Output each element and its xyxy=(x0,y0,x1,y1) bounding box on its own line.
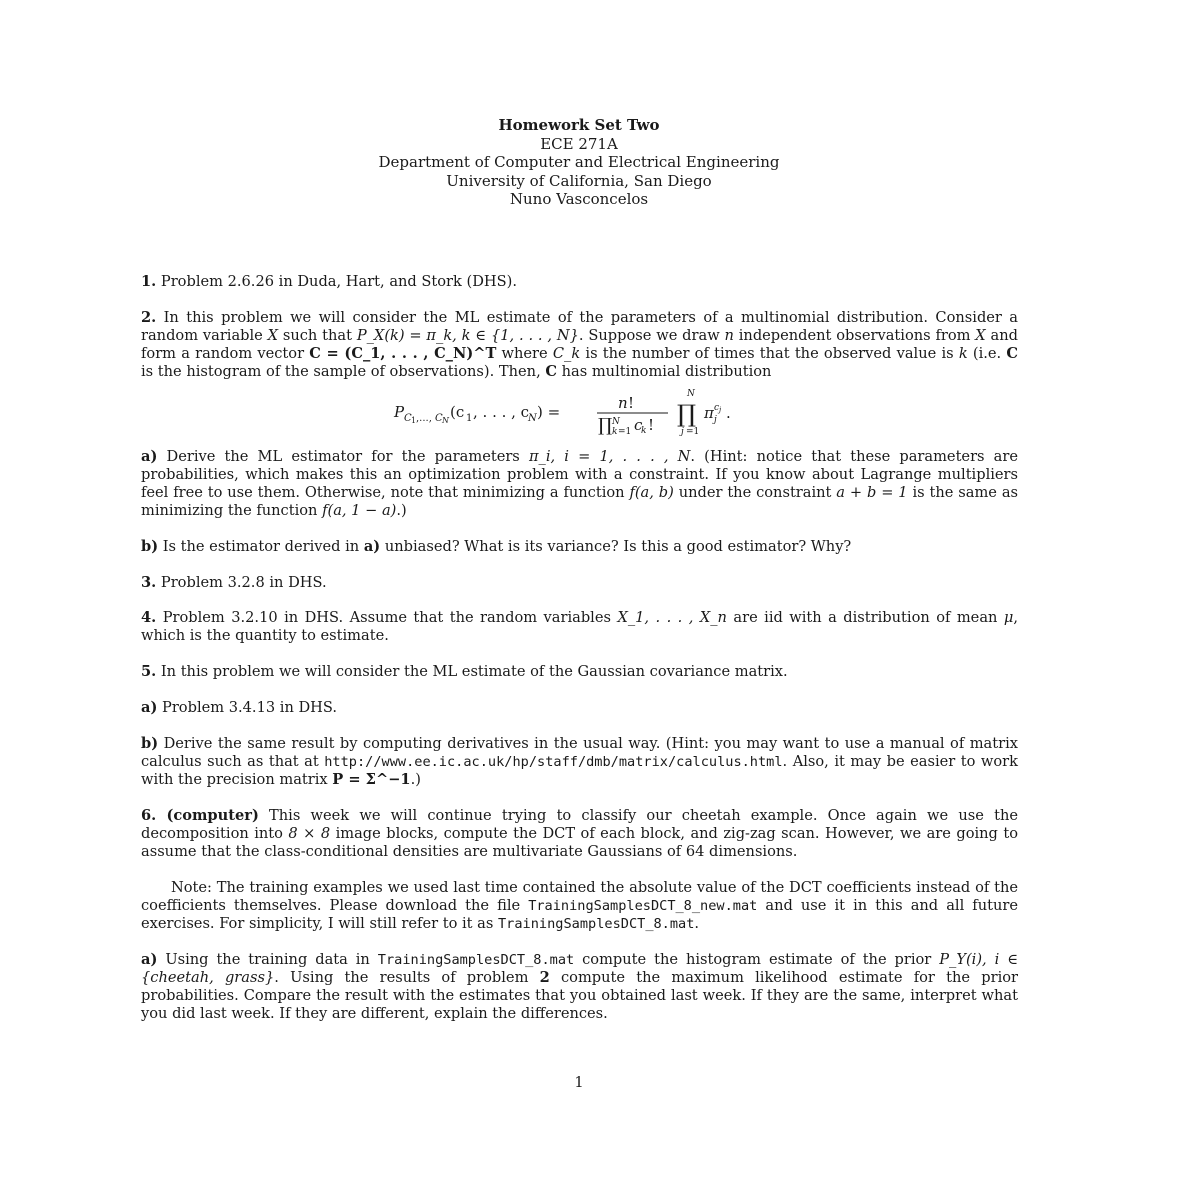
problem-text: Problem 3.2.8 in DHS. xyxy=(160,573,327,591)
svg-text:1: 1 xyxy=(465,412,472,424)
svg-text:k: k xyxy=(611,426,617,437)
problem-number: 3. xyxy=(141,573,157,591)
text: This week we will continue trying to classify our cheetah example. Once again we use the decomposition into xyxy=(141,806,1019,842)
part-label: b) xyxy=(141,734,159,752)
math-inline: X_1, . . . , X_n xyxy=(617,609,727,627)
problem-2 xyxy=(141,309,1018,382)
svg-text:P: P xyxy=(393,402,404,421)
math-inline: f(a, b) xyxy=(629,483,674,501)
svg-text:j: j xyxy=(713,414,717,425)
multinomial-equation xyxy=(141,386,1018,438)
text: and use it in this and all future exercises. For simplicity, I will still refer to it as xyxy=(141,896,1018,933)
math-inline: C = (C_1, . . . , C_N)^T xyxy=(309,345,497,363)
document-body xyxy=(141,273,1018,1041)
text: Note: The training examples we used last time contained the absolute value of the DCT coefficients instead of the coefficients themselves. Please download the file xyxy=(141,878,1018,914)
problem-number: 5. xyxy=(141,663,157,681)
text: is the number of times that the observed value is xyxy=(580,345,959,363)
text: .) xyxy=(396,502,407,520)
instructor: Nuno Vasconcelos xyxy=(509,190,649,208)
problem-4 xyxy=(141,609,1018,645)
problem-6a xyxy=(141,951,1018,1024)
header xyxy=(0,116,1158,209)
svg-text:!: ! xyxy=(627,393,634,412)
text: . xyxy=(694,915,700,933)
math-inline: X xyxy=(975,326,986,344)
math-inline: f(a, 1 − a) xyxy=(322,502,397,520)
text: , which is the quantity to estimate. xyxy=(141,609,1019,645)
svg-text:∏: ∏ xyxy=(676,399,696,428)
text: such that xyxy=(278,326,357,344)
problem-number: 2. xyxy=(141,308,157,326)
text: . Also, it may be easier to work with the precision matrix xyxy=(141,752,1018,788)
math-inline: C xyxy=(545,363,557,381)
svg-text:N: N xyxy=(686,388,695,399)
text: Problem 3.2.10 in DHS. Assume that the random variables xyxy=(162,609,618,627)
svg-text:,...,: ,..., xyxy=(415,412,432,424)
text: Is the estimator derived in xyxy=(162,537,364,555)
svg-text:.: . xyxy=(725,403,731,422)
text: is the histogram of the sample of observations). Then, xyxy=(141,363,546,381)
text: is the same as minimizing the function xyxy=(141,483,1019,520)
problem-1 xyxy=(141,273,1018,291)
text: compute the maximum likelihood estimate for the prior probabilities. Compare the result with the estimates that you obtained last week. If they are the same, interpret what you did last week. If they are different, explain the differences. xyxy=(141,969,1018,1023)
math-inline: P = Σ^−1 xyxy=(332,770,411,788)
problem-2a xyxy=(141,448,1018,521)
text: (i.e. xyxy=(967,345,1007,363)
problem-number: 4. xyxy=(141,609,157,627)
math-inline: C_k xyxy=(552,345,581,363)
svg-text:j: j xyxy=(680,426,684,437)
svg-text:(c: (c xyxy=(449,402,464,421)
svg-text:C: C xyxy=(403,412,412,424)
problem-number: 1. xyxy=(141,273,157,290)
computer-tag: (computer) xyxy=(166,806,259,824)
math-inline: X xyxy=(267,326,279,344)
svg-text:N: N xyxy=(441,415,449,425)
text: Derive the ML estimator for the parameters xyxy=(166,447,529,465)
part-label: a) xyxy=(141,950,158,968)
text: compute the histogram estimate of the prior xyxy=(574,950,940,968)
problem-2b xyxy=(141,538,1018,556)
course-code: ECE 271A xyxy=(540,134,618,153)
svg-text:=1: =1 xyxy=(617,426,631,437)
math-inline: P_Y(i), i ∈ {cheetah, grass} xyxy=(141,950,1019,987)
text: a) xyxy=(363,537,381,555)
text: . Using the results of problem xyxy=(274,969,540,987)
svg-text:π: π xyxy=(703,403,714,422)
text: In this problem we will consider the ML estimate of the parameters of a multinomial distribution. Consider a random variable xyxy=(141,308,1019,344)
text: 2 xyxy=(539,969,550,987)
problem-text: Problem 2.6.26 in Duda, Hart, and Stork (DHS). xyxy=(160,273,517,290)
svg-text:k: k xyxy=(640,425,646,436)
svg-text:c: c xyxy=(713,402,719,413)
text: Derive the same result by computing derivatives in the usual way. (Hint: you may want to use a manual of matrix calculus such as that at xyxy=(141,734,1018,770)
svg-text:, . . . , c: , . . . , c xyxy=(472,402,529,421)
math-inline: P_X(k) = π_k, k ∈ {1, . . . , N} xyxy=(356,326,579,344)
text: where xyxy=(496,345,553,363)
problem-5 xyxy=(141,663,1018,681)
svg-text:n: n xyxy=(617,393,628,412)
department: Department of Computer and Electrical Engineering xyxy=(378,153,780,171)
text: independent observations from xyxy=(733,326,976,344)
text: has multinomial distribution xyxy=(556,363,772,381)
page-number: 1 xyxy=(574,1074,584,1091)
math-inline: π_i, i = 1, . . . , N xyxy=(528,447,691,465)
svg-text:!: ! xyxy=(647,415,654,434)
problem-text: In this problem we will consider the ML estimate of the Gaussian covariance matrix. xyxy=(160,663,788,681)
problem-text: Problem 3.4.13 in DHS. xyxy=(162,698,338,716)
math-inline: C xyxy=(1006,345,1018,363)
text: . (Hint: notice that these parameters are probabilities, which makes this an optimization problem with a constraint. If you know about Lagrange multipliers feel free to use them. Otherwise, note that minimizing a function xyxy=(141,447,1018,501)
svg-text:=1: =1 xyxy=(685,426,699,437)
svg-text:1: 1 xyxy=(410,415,416,425)
svg-text:) =: ) = xyxy=(536,402,560,421)
svg-text:N: N xyxy=(611,416,620,427)
problem-5a xyxy=(141,699,1018,717)
text: unbiased? What is its variance? Is this a good estimator? Why? xyxy=(380,537,852,555)
svg-text:N: N xyxy=(527,412,537,424)
svg-text:j: j xyxy=(718,405,721,414)
text: and form a random vector xyxy=(141,326,1018,363)
text: Using the training data in xyxy=(165,950,378,968)
filename: TrainingSamplesDCT_8_new.mat xyxy=(528,897,758,914)
problem-number: 6. xyxy=(141,806,157,824)
university: University of California, San Diego xyxy=(446,171,712,190)
page-title: Homework Set Two xyxy=(498,116,660,134)
text: under the constraint xyxy=(673,483,837,501)
math-inline: k xyxy=(958,345,968,363)
problem-6-note xyxy=(141,879,1018,934)
part-label: a) xyxy=(141,698,158,716)
problem-5b xyxy=(141,735,1018,790)
text: are iid with a distribution of mean xyxy=(726,609,1004,627)
svg-text:C: C xyxy=(434,412,443,424)
text: .) xyxy=(410,770,421,788)
text: . Suppose we draw xyxy=(578,326,725,344)
problem-6 xyxy=(141,807,1018,862)
math-inline: n xyxy=(724,326,734,344)
calculus-link[interactable]: http://www.ee.ic.ac.uk/hp/staff/dmb/matrix/calculus.html xyxy=(324,753,783,770)
math-inline: μ xyxy=(1003,609,1014,627)
svg-text:∏: ∏ xyxy=(597,414,612,436)
filename: TrainingSamplesDCT_8.mat xyxy=(498,916,695,933)
part-label: a) xyxy=(141,447,158,465)
math-inline: a + b = 1 xyxy=(836,483,908,501)
part-label: b) xyxy=(141,537,159,555)
svg-text:c: c xyxy=(633,415,642,434)
equation-graphic xyxy=(390,386,770,438)
filename: TrainingSamplesDCT_8.mat xyxy=(377,951,575,968)
problem-3 xyxy=(141,574,1018,592)
math-inline: 8 × 8 xyxy=(288,824,331,842)
text: image blocks, compute the DCT of each block, and zig-zag scan. However, we are going to assume that the class-conditional densities are multivariate Gaussians of 64 dimensions. xyxy=(141,824,1019,861)
